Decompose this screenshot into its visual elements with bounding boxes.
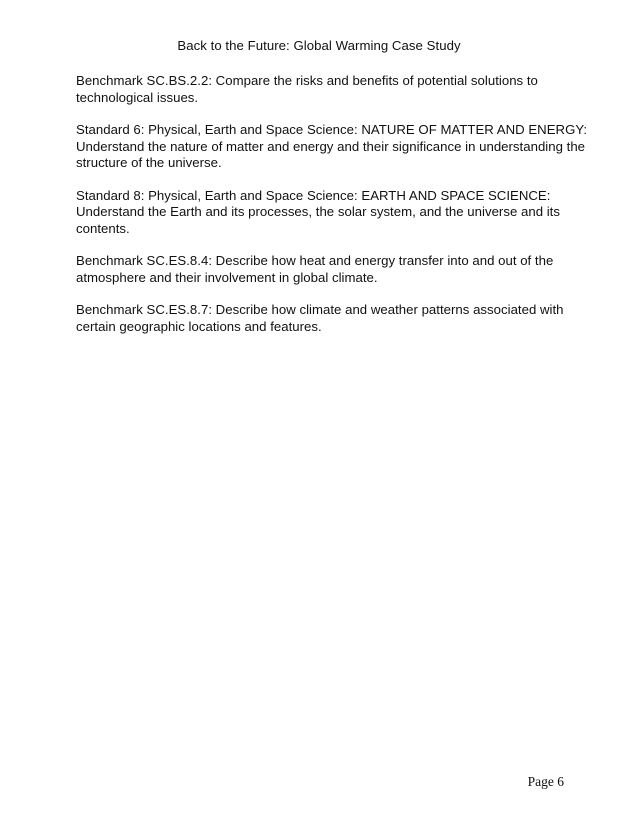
text-line: Understand the Earth and its processes, the solar system, and the universe and its (76, 204, 560, 219)
paragraph-benchmark-sc-bs-2-2 (76, 73, 576, 106)
text-line: Standard 8: Physical, Earth and Space Science: EARTH AND SPACE SCIENCE: (76, 187, 551, 203)
paragraph-benchmark-sc-es-8-4 (76, 253, 576, 286)
text-line: certain geographic locations and features. (76, 318, 322, 334)
text-line: Benchmark SC.ES.8.7: Describe how climate and weather patterns associated with (76, 302, 564, 317)
text-line: atmosphere and their involvement in global climate. (76, 269, 378, 285)
text-line: Benchmark SC.BS.2.2: Compare the risks and benefits of potential solutions to (76, 73, 538, 88)
page-number: Page 6 (527, 774, 564, 789)
document-body (76, 73, 588, 351)
paragraph-standard-6 (76, 122, 588, 172)
paragraph-standard-8 (76, 188, 576, 238)
text-line: contents. (76, 220, 130, 236)
page-header-title: Back to the Future: Global Warming Case Study (177, 38, 461, 53)
text-line: Benchmark SC.ES.8.4: Describe how heat and energy transfer into and out of the (76, 253, 554, 268)
text-line: structure of the universe. (76, 155, 222, 170)
paragraph-benchmark-sc-es-8-7 (76, 302, 576, 335)
text-line: technological issues. (76, 89, 199, 105)
text-line: Understand the nature of matter and energy and their significance in understanding the (76, 138, 586, 154)
text-line: Standard 6: Physical, Earth and Space Science: NATURE OF MATTER AND ENERGY: (76, 122, 588, 137)
